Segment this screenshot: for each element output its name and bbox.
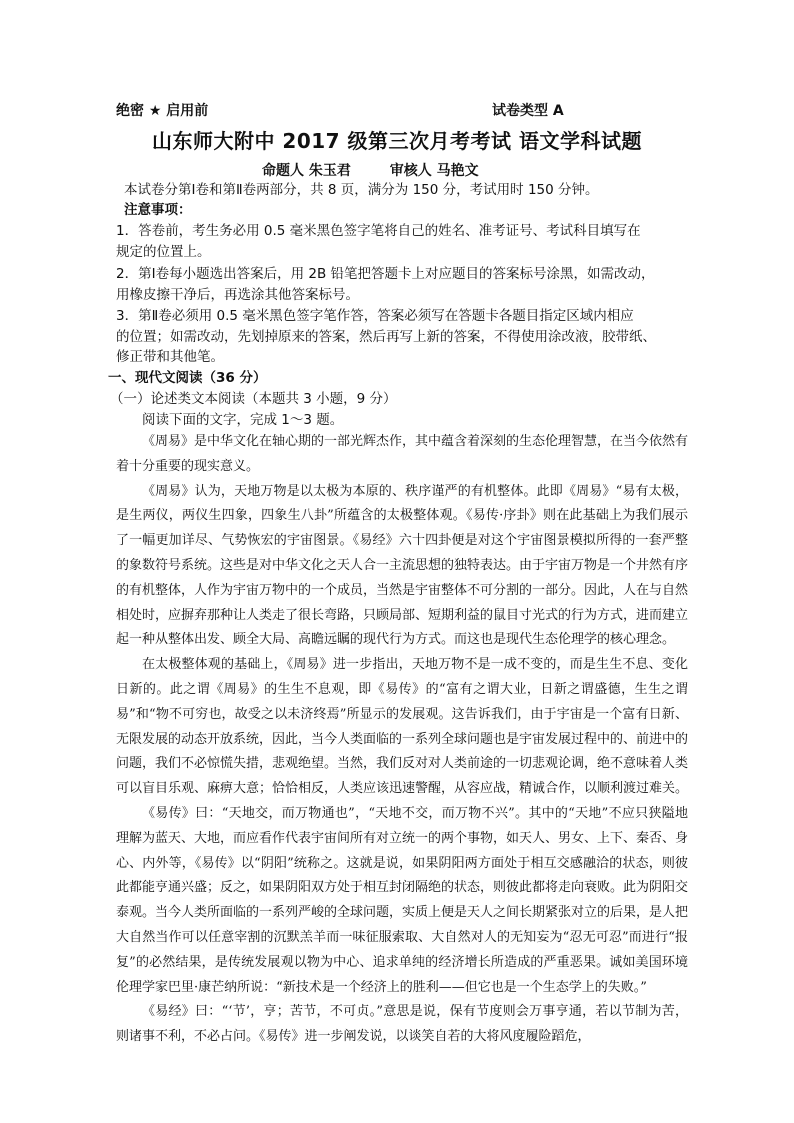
section-heading: 一、现代文阅读（36 分） [108,370,267,386]
passage-paragraph: 在太极整体观的基础上，《周易》进一步指出，天地万物不是一成不变的，而是生生不息、变化日新的。此之谓《周易》的生生不息观，即《易传》的“富有之谓大业，日新之谓盛德，生生之谓易”和“物不可穷也，故受之以未济终焉”所显示的发展观。这告诉我们，由于宇宙是一个富有日新、无限发展的动态开放系统，因此，当今人类面临的一系列全球问题也是宇宙发展过程中的、前进中的问题，我们不必惊慌失措，悲观绝望。当然，我们反对对人类前途的一切悲观论调，绝不意味着人类可以盲目乐观、麻痹大意；恰恰相反，人类应该迅速警醒，从容应战，精诚合作，以顺利渡过难关。 [116,657,689,797]
passage-paragraph: 《周易》认为，天地万物是以太极为本原的、秩序谨严的有机整体。此即《周易》“易有太极，是生两仪，两仪生四象，四象生八卦”所蕴含的太极整体观。《易传·序卦》则在此基础上为我们展示了一幅更加详尽、气势恢宏的宇宙图景。《易经》六十四卦便是对这个宇宙图景模拟所得的一套严整的象数符号系统。这些是对中华文化之天人合一主流思想的独特表达。由于宇宙万物是一个井然有序的有机整体，人作为宇宙万物中的一个成员，当然是宇宙整体不可分割的一部分。因此，人在与自然相处时，应摒弃那种让人类走了很长弯路，只顾局部、短期利益的鼠目寸光式的行为方式，进而建立起一种从整体出发、顾全大局、高瞻远瞩的现代行为方式。而这也是现代生态伦理学的核心理念。 [116,483,689,648]
note-line: 2．第Ⅰ卷每小题选出答案后，用 2B 铅笔把答题卡上对应题目的答案标号涂黑，如需改动， [116,266,655,282]
secret-label: 绝密 ★ 启用前 [116,103,209,119]
paper-type-label: 试卷类型 A [492,103,564,119]
section-instruction: 阅读下面的文字，完成 1～3 题。 [142,412,344,428]
authors-line [262,160,479,180]
passage-paragraph: 《易经》曰：“‘节’，亨；苦节，不可贞。”意思是说，保有节度则会万事亨通，若以节制为苦，则诸事不利，不必占问。《易传》进一步阐发说，以谈笑自若的大将风度履险蹈危， [116,1004,688,1045]
note-line: 3．第Ⅱ卷必须用 0.5 毫米黑色签字笔作答，答案必须写在答题卡各题目指定区域内相应 [116,308,634,324]
passage-paragraph: 《易传》曰：“天地交，而万物通也”，“天地不交，而万物不兴”。其中的“天地”不应只狭隘地理解为蓝天、大地，而应看作代表宇宙间所有对立统一的两个事物，如天人、男女、上下、秦否、身心、内外等，《易传》以“阴阳”统称之。这就是说，如果阴阳两方面处于相互交感融洽的状态，则彼此都能亨通兴盛；反之，如果阴阳双方处于相互封闭隔绝的状态，则彼此都将走向衰败。此为阴阳交泰观。当今人类所面临的一系列严峻的全球问题，实质上便是天人之间长期紧张对立的后果，是人把大自然当作可以任意宰割的沉默羔羊而一味征服索取、大自然对人的无知妄为“忍无可忍”而进行“报复”的必然结果，是传统发展观以物为中心、追求单纯的经济增长所造成的严重恶果。诚如美国环境伦理学家巴里·康芒纳所说：“新技术是一个经济上的胜利——但它也是一个生态学上的失败。” [116,805,689,995]
section-subheading: （一）论述类文本阅读（本题共 3 小题，9 分） [110,391,397,407]
note-line: 用橡皮擦干净后，再选涂其他答案标号。 [116,287,359,303]
note-line: 1．答卷前，考生务必用 0.5 毫米黑色签字笔将自己的姓名、准考证号、考试科目填写在 [116,223,641,239]
exam-title: 山东师大附中 2017 级第三次月考考试 语文学科试题 [151,129,643,153]
note-line: 规定的位置上。 [116,244,211,260]
note-line: 的位置；如需改动，先划掉原来的答案，然后再写上新的答案，不得使用涂改液，胶带纸、 [116,329,656,345]
reviewer: 审核人 马艳文 [389,163,479,179]
proposer: 命题人 朱玉君 [262,163,351,179]
note-line: 修正带和其他笔。 [116,349,224,365]
intro-text: 本试卷分第Ⅰ卷和第Ⅱ卷两部分，共 8 页，满分为 150 分，考试用时 150 分钟。 [124,182,599,198]
notes-heading: 注意事项： [124,202,192,218]
passage-paragraph: 《周易》是中华文化在轴心期的一部光辉杰作，其中蕴含着深刻的生态伦理智慧，在当今依然有着十分重要的现实意义。 [116,434,689,474]
reading-passage [116,430,688,1050]
